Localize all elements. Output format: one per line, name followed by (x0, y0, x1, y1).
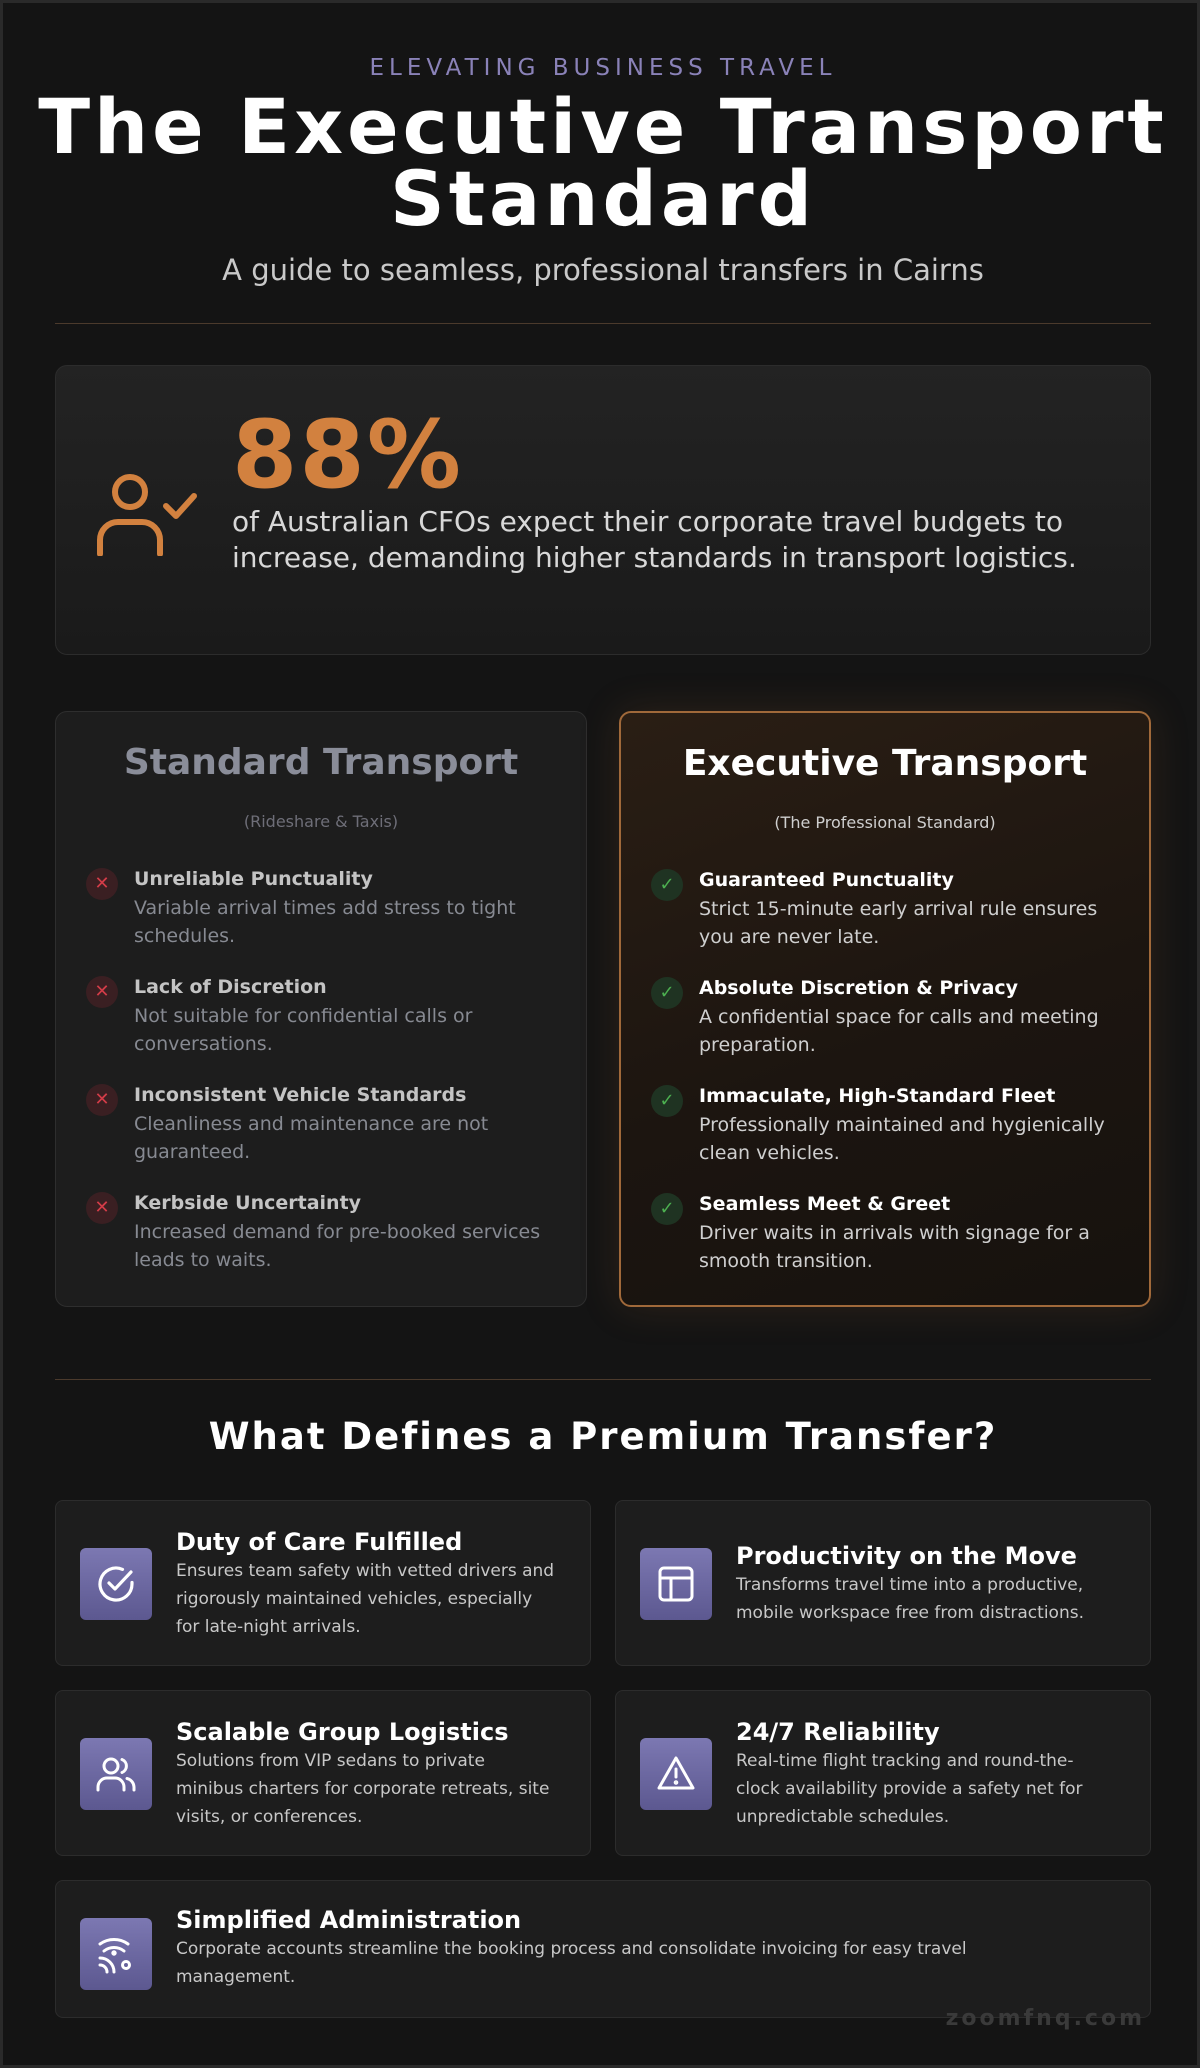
feature-detail: Transforms travel time into a productive, mobile workspace free from distractions. (736, 1575, 1084, 1623)
executive-transport-card (619, 711, 1151, 1307)
item-detail: Cleanliness and maintenance are not guaranteed. (134, 1113, 489, 1163)
check-icon: ✓ (651, 1085, 683, 1117)
standard-transport-card (55, 711, 587, 1307)
divider (55, 323, 1151, 324)
item-detail: Increased demand for pre-booked services leads to waits. (134, 1221, 541, 1271)
watermark: zoomfnq.com (945, 2006, 1145, 2031)
feature-detail: Real-time flight tracking and round-the-clock availability provide a safety net for unpredictable schedules. (736, 1751, 1083, 1827)
feature-heading: 24/7 Reliability (736, 1718, 940, 1746)
signal-icon (80, 1918, 152, 1990)
item-heading: Immaculate, High-Standard Fleet (699, 1085, 1056, 1107)
item-heading: Unreliable Punctuality (134, 868, 373, 890)
feature-heading: Duty of Care Fulfilled (176, 1528, 463, 1556)
feature-detail: Ensures team safety with vetted drivers and rigorously maintained vehicles, especially for late-night arrivals. (176, 1561, 555, 1637)
page-title (3, 82, 1200, 243)
item-detail: Professionally maintained and hygienically clean vehicles. (699, 1114, 1105, 1164)
x-icon: ✕ (86, 1084, 118, 1116)
check-icon: ✓ (651, 1193, 683, 1225)
x-icon: ✕ (86, 976, 118, 1008)
section-title: What Defines a Premium Transfer? (208, 1415, 998, 1458)
feature-card-reliability (615, 1690, 1151, 1856)
standard-title: Standard Transport (123, 742, 519, 783)
feature-heading: Productivity on the Move (736, 1542, 1077, 1570)
stat-card (55, 365, 1151, 655)
item-detail: Driver waits in arrivals with signage for a smooth transition. (699, 1222, 1090, 1272)
stat-description: of Australian CFOs expect their corporate travel budgets to increase, demanding higher standards in transport logistics. (232, 505, 1077, 574)
stat-value: 88% (232, 401, 463, 510)
title-line-1: The Executive Transport (38, 82, 1168, 171)
divider (55, 1379, 1151, 1380)
item-heading: Guaranteed Punctuality (699, 869, 954, 891)
item-detail: Not suitable for confidential calls or conversations. (134, 1005, 473, 1055)
feature-detail: Solutions from VIP sedans to private minibus charters for corporate retreats, site visits, or conferences. (176, 1751, 550, 1827)
executive-subtitle: (The Professional Standard) (774, 813, 996, 832)
users-icon (80, 1738, 152, 1810)
feature-card-group-logistics (55, 1690, 591, 1856)
item-heading: Absolute Discretion & Privacy (699, 977, 1019, 999)
item-heading: Inconsistent Vehicle Standards (134, 1084, 467, 1106)
page-subtitle: A guide to seamless, professional transfers in Cairns (222, 253, 984, 287)
executive-title: Executive Transport (682, 743, 1088, 784)
feature-heading: Simplified Administration (176, 1906, 522, 1934)
item-heading: Kerbside Uncertainty (134, 1192, 362, 1214)
x-icon: ✕ (86, 1192, 118, 1224)
item-detail: A confidential space for calls and meeting preparation. (699, 1006, 1099, 1056)
user-check-icon (94, 466, 214, 556)
item-detail: Strict 15-minute early arrival rule ensures you are never late. (699, 898, 1098, 948)
feature-card-productivity (615, 1500, 1151, 1666)
item-heading: Lack of Discretion (134, 976, 327, 998)
layout-icon (640, 1548, 712, 1620)
feature-detail: Corporate accounts streamline the booking process and consolidate invoicing for easy travel management. (176, 1939, 967, 1987)
feature-card-duty-of-care (55, 1500, 591, 1666)
x-icon: ✕ (86, 868, 118, 900)
feature-heading: Scalable Group Logistics (176, 1718, 509, 1746)
check-circle-icon (80, 1548, 152, 1620)
check-icon: ✓ (651, 869, 683, 901)
alert-triangle-icon (640, 1738, 712, 1810)
item-detail: Variable arrival times add stress to tight schedules. (134, 897, 516, 947)
check-icon: ✓ (651, 977, 683, 1009)
feature-card-administration (55, 1880, 1151, 2018)
standard-subtitle: (Rideshare & Taxis) (243, 812, 399, 831)
kicker-text: ELEVATING BUSINESS TRAVEL (369, 55, 837, 81)
title-line-2: Standard (389, 154, 817, 243)
item-heading: Seamless Meet & Greet (699, 1193, 951, 1215)
